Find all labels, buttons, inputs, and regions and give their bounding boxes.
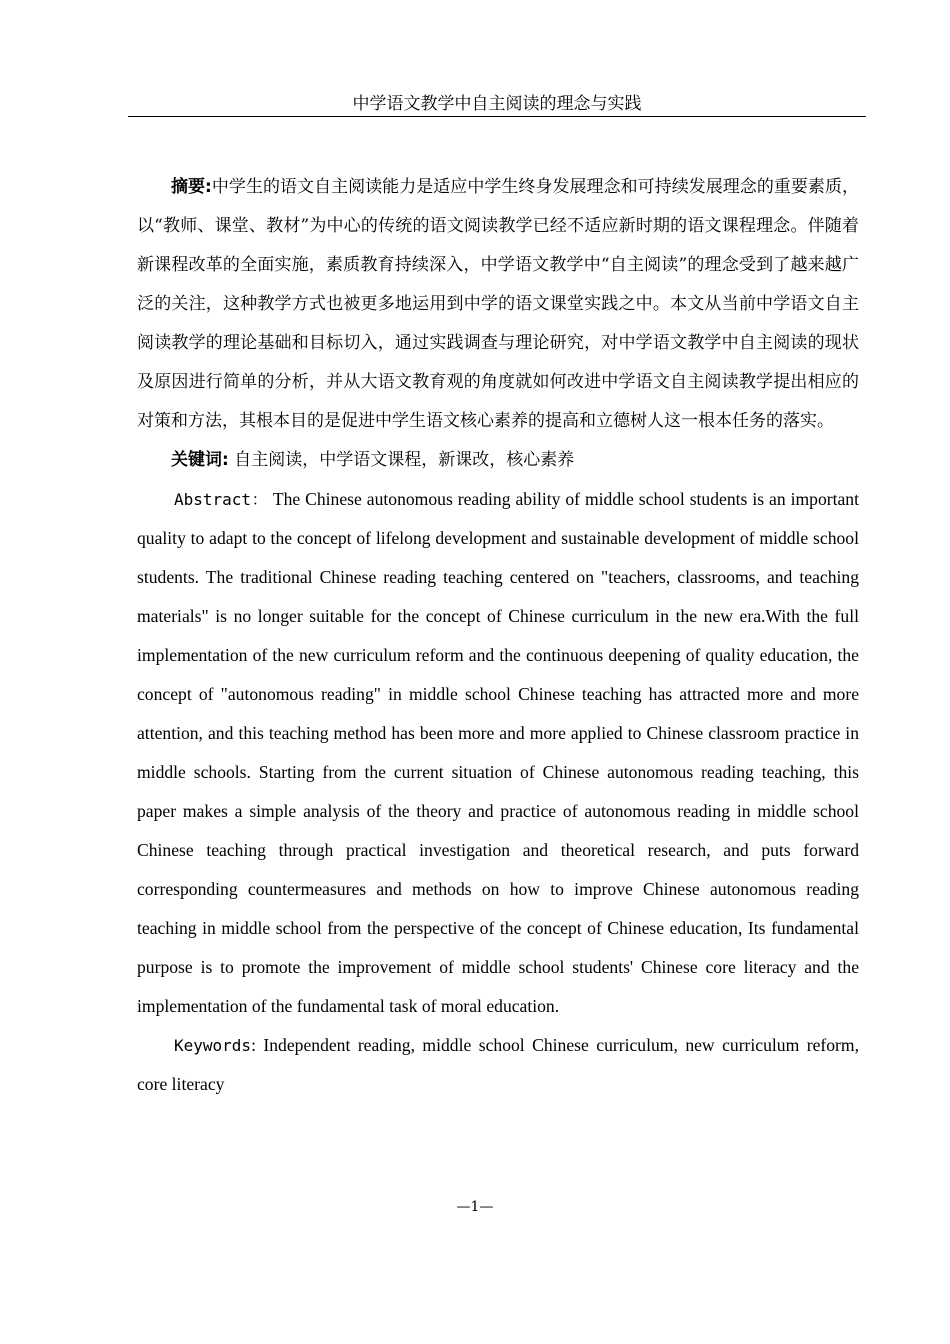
english-abstract-label: Abstract：	[174, 490, 269, 509]
chinese-abstract-label: 摘要:	[171, 177, 212, 197]
chinese-abstract	[137, 168, 859, 441]
chinese-keywords	[137, 441, 859, 480]
abstract-section	[137, 168, 859, 1104]
chinese-keywords-text: 自主阅读，中学语文课程，新课改，核心素养	[228, 450, 575, 470]
chinese-keywords-label: 关键词:	[171, 450, 229, 470]
header-rule	[128, 116, 866, 117]
chinese-abstract-text: 中学生的语文自主阅读能力是适应中学生终身发展理念和可持续发展理念的重要素质，以“教师、课堂、教材”为中心的传统的语文阅读教学已经不适应新时期的语文课程理念。伴随着新课程改革的全面实施，素质教育持续深入，中学语文教学中“自主阅读”的理念受到了越来越广泛的关注，这种教学方式也被更多地运用到中学的语文课堂实践之中。本文从当前中学语文自主阅读教学的理论基础和目标切入，通过实践调查与理论研究，对中学语文教学中自主阅读的现状及原因进行简单的分析，并从大语文教育观的角度就如何改进中学语文自主阅读教学提出相应的对策和方法，其根本目的是促进中学生语文核心素养的提高和立德树人这一根本任务的落实。	[137, 177, 859, 431]
running-header: 中学语文教学中自主阅读的理念与实践	[352, 94, 642, 114]
english-abstract-text: The Chinese autonomous reading ability of middle school students is an important quality to adapt to the concept of lifelong development and sustainable development of middle school students. The traditional Chinese reading teaching centered on "teachers, classrooms, and teaching materials" is no longer suitable for the concept of Chinese curriculum in the new era.With the full implementation of the new curriculum reform and the continuous deepening of quality education, the concept of "autonomous reading" in middle school Chinese teaching has attracted more and more attention, and this teaching method has been more and more applied to Chinese classroom practice in middle schools. Starting from the current situation of Chinese autonomous reading teaching, this paper makes a simple analysis of the theory and practice of autonomous reading in middle school Chinese teaching through practical investigation and theoretical research, and puts forward corresponding countermeasures and methods on how to improve Chinese autonomous reading teaching in middle school from the perspective of the concept of Chinese education, Its fundamental purpose is to promote the improvement of middle school students' Chinese core literacy and the implementation of the fundamental task of moral education.	[137, 489, 859, 1016]
english-keywords-text: : Independent reading, middle school Chinese curriculum, new curriculum reform, core literacy	[137, 1035, 859, 1094]
english-abstract	[137, 480, 859, 1026]
english-keywords-label: Keywords	[174, 1036, 252, 1055]
page-number: —1—	[456, 1199, 494, 1215]
english-keywords	[137, 1026, 859, 1104]
